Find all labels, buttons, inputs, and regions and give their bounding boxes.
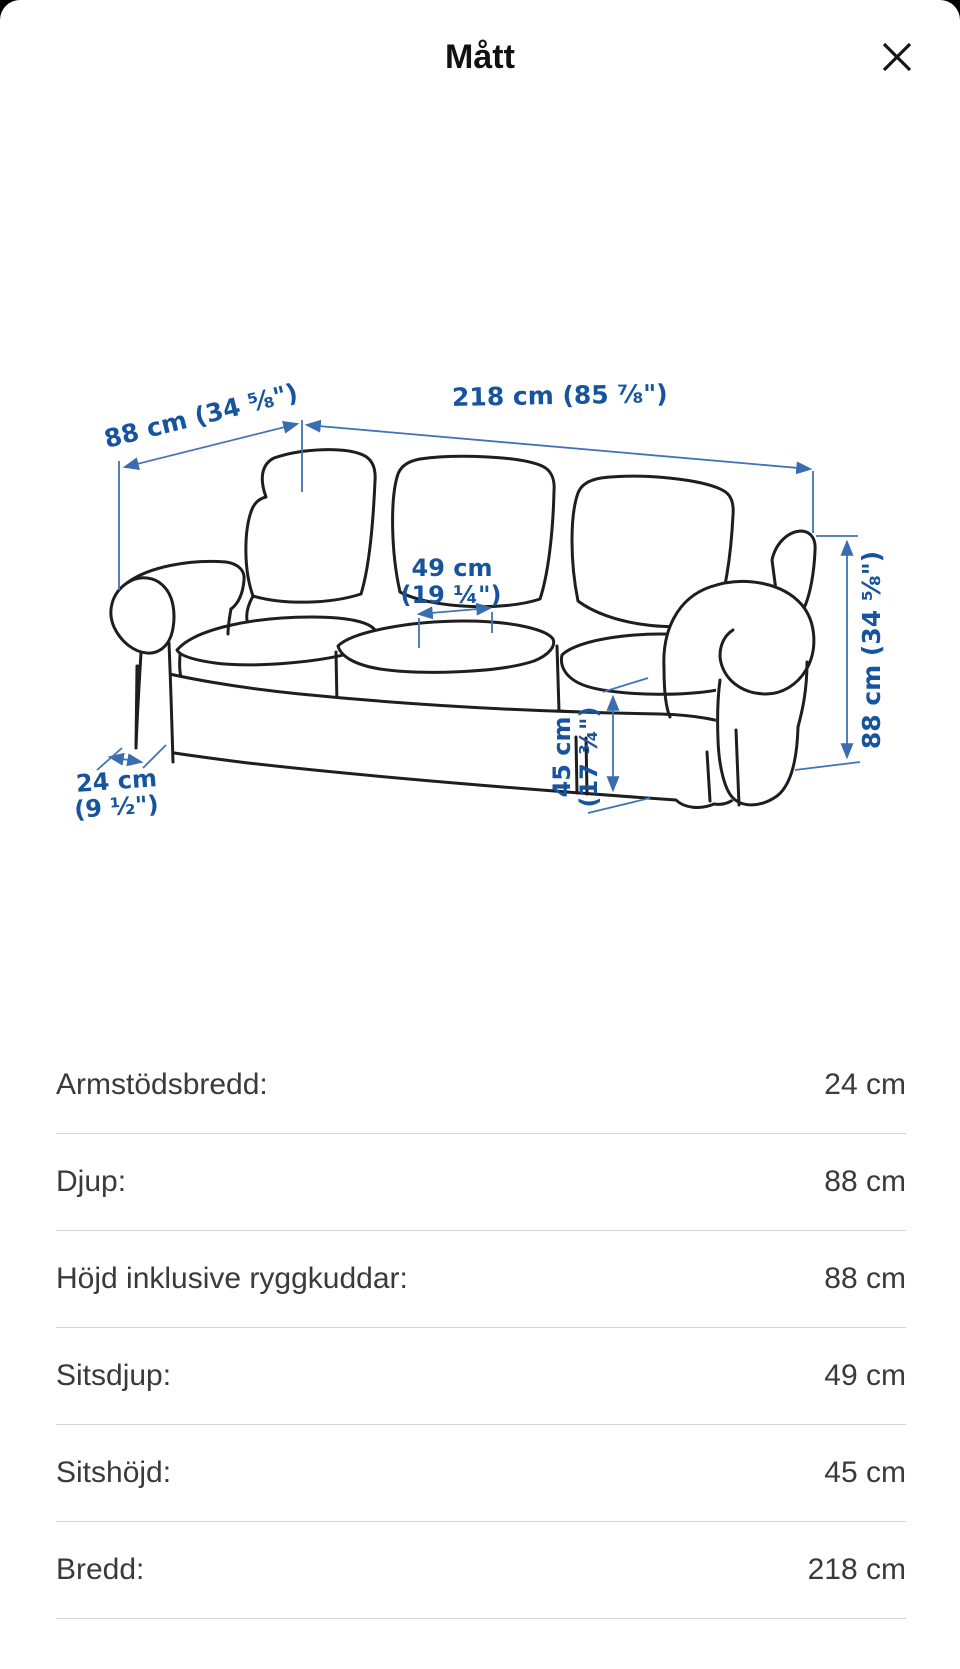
measurement-value: 49 cm [824, 1359, 906, 1392]
back-cushion-left-fold [247, 596, 253, 620]
measurement-label: Armstödsbredd: [56, 1068, 268, 1101]
armrest-label-in: (9 ½") [73, 790, 160, 824]
page-title: Mått [445, 38, 515, 76]
armrest-label-cm: 24 cm [75, 764, 158, 798]
table-row [56, 1328, 906, 1425]
back-cushion-left [246, 450, 375, 603]
measurement-value: 88 cm [824, 1262, 906, 1295]
table-row [56, 1037, 906, 1134]
height-dimension-label: 88 cm (34 ⅝") [857, 550, 886, 750]
seat-depth-label-in: (19 ¼") [400, 581, 502, 609]
left-arm-scroll [111, 578, 174, 653]
measurement-label: Höjd inklusive ryggkuddar: [56, 1262, 408, 1295]
measurement-value: 45 cm [824, 1456, 906, 1489]
width-dimension-label: 218 cm (85 ⅞") [451, 379, 668, 412]
table-row [56, 1231, 906, 1328]
sofa-dimension-diagram [0, 330, 960, 850]
measurement-label: Djup: [56, 1165, 127, 1198]
measurement-value: 218 cm [807, 1553, 906, 1586]
measurement-value: 24 cm [824, 1068, 906, 1101]
close-icon [882, 42, 912, 72]
seat-height-label-cm: 45 cm [548, 716, 576, 798]
measurements-table [56, 1037, 906, 1619]
modal-header [0, 0, 960, 110]
table-row [56, 1522, 906, 1619]
table-row [56, 1134, 906, 1231]
table-row [56, 1425, 906, 1522]
sofa-drawing [111, 450, 815, 808]
measurement-value: 88 cm [824, 1165, 906, 1198]
measurement-label: Sitshöjd: [56, 1456, 172, 1489]
measurement-label: Bredd: [56, 1553, 145, 1586]
seat-height-label-in: (17 ¾") [575, 706, 603, 808]
measurement-label: Sitsdjup: [56, 1359, 172, 1392]
depth-dimension-label: 88 cm (34 ⅝") [101, 377, 301, 454]
seat-depth-label-cm: 49 cm [411, 554, 493, 582]
width-dimension [307, 425, 813, 533]
close-button[interactable] [873, 33, 921, 81]
